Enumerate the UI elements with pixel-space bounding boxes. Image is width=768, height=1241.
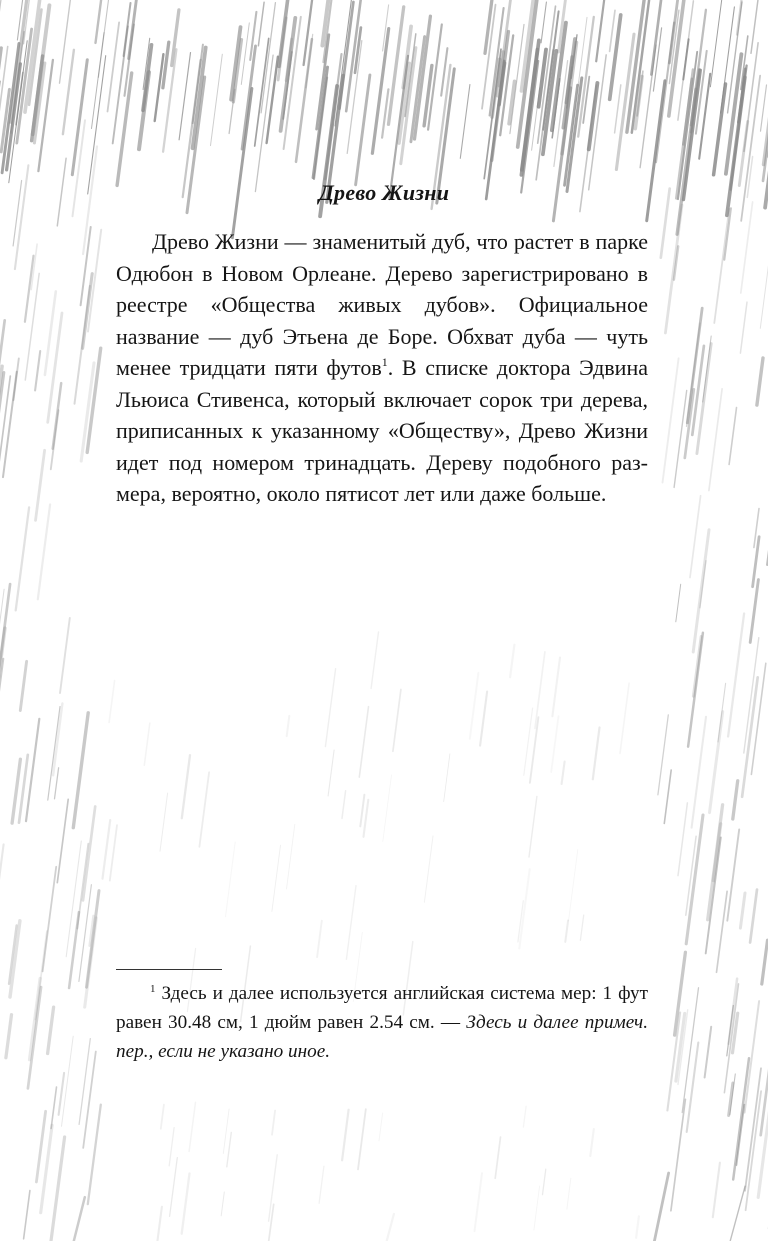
footnote-marker: 1	[150, 983, 156, 995]
footnote-divider	[116, 969, 222, 970]
footnote-text: Здесь и далее используется английская система мер: 1 фут равен 30.48 см, 1 дюйм равен 2.54 см. —	[116, 983, 649, 1033]
body-text-part-1: Древо Жизни — знаменитый дуб, что растет в парке Одюбон в Новом Орлеане. Дерево зарегистрировано в реестре «Общества живых дубов». Официальное название — дуб Этьена де Боре. Обхват дуба — чуть менее тридцати пяти футов	[116, 229, 648, 380]
footnote-reference: 1	[381, 355, 388, 369]
footnote-translator-note: Здесь и далее примеч. пер., если не указано иное.	[116, 1012, 649, 1062]
chapter-title: Древо Жизни	[318, 180, 450, 205]
body-text-part-2: . В списке доктора Эдвина Льюиса Стивенса, который включает сорок три дерева, приписанных к указанному «Обществу», Древо Жизни идет под номером тринадцать. Дереву подобного размера, вероятно, около пятисот лет или даже больше.	[116, 355, 648, 506]
body-paragraph	[116, 226, 648, 510]
footnote	[116, 979, 648, 1066]
